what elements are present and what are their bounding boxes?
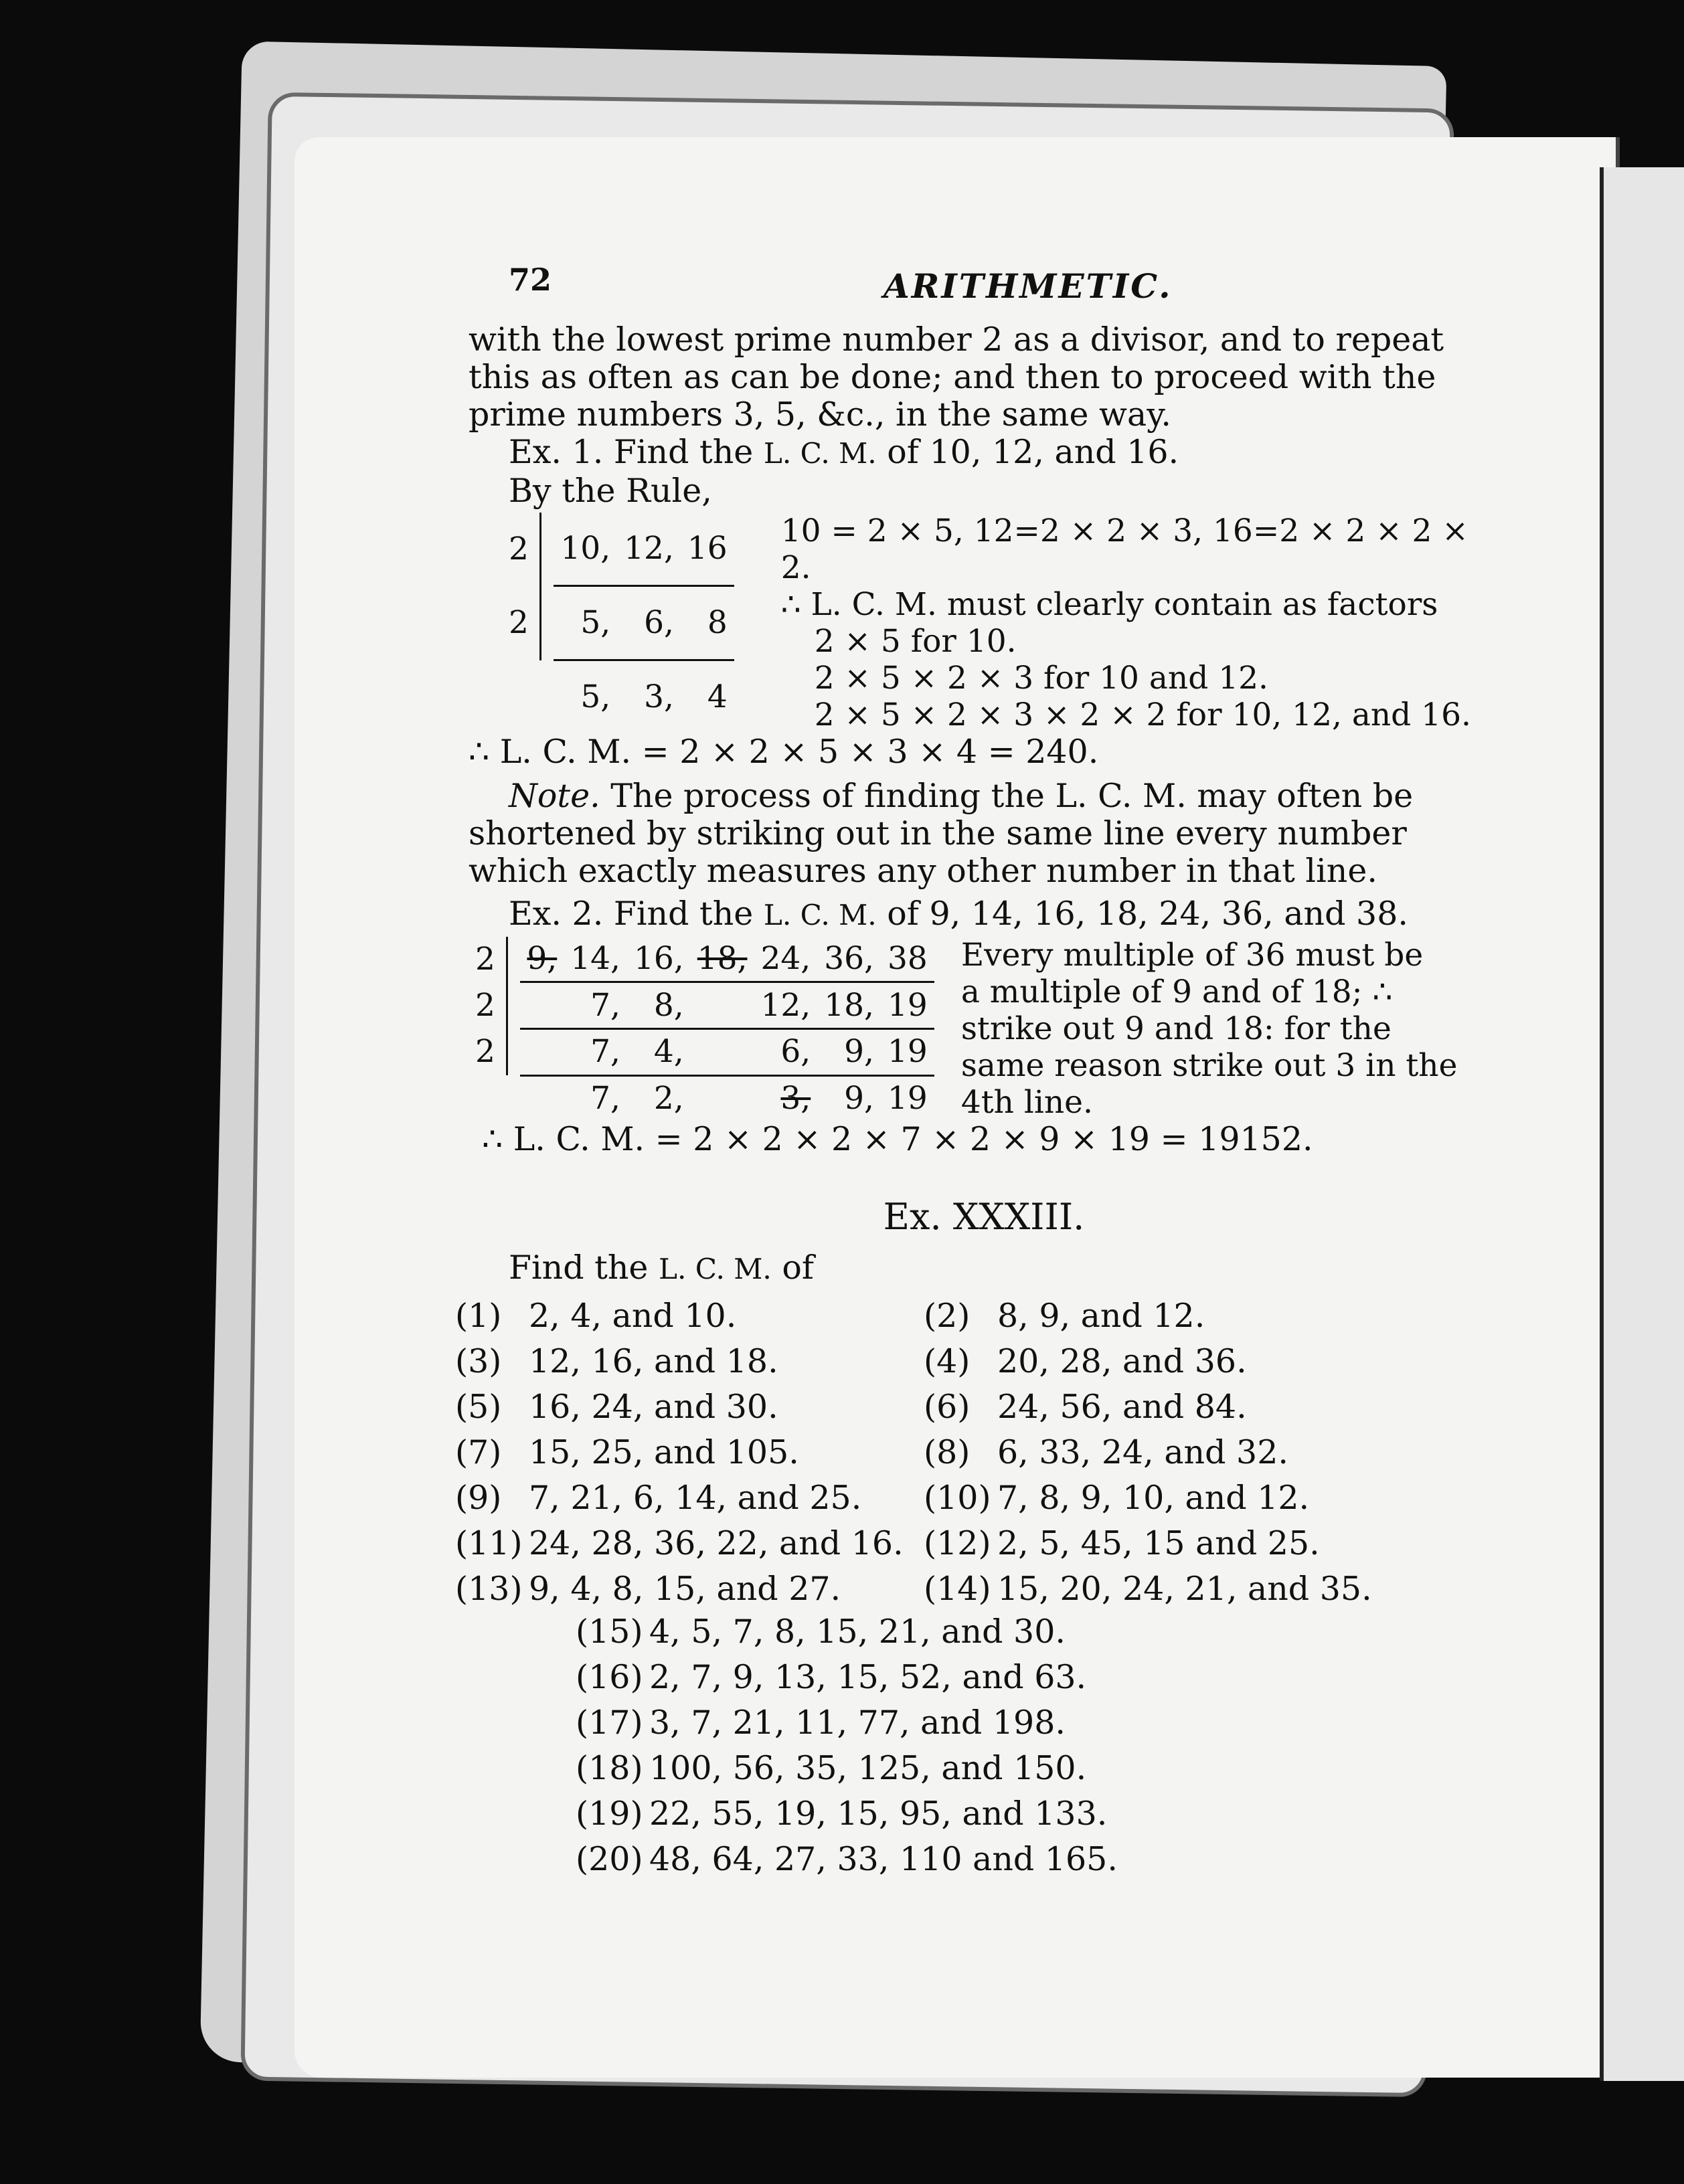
exercise-item	[455, 1297, 924, 1335]
item-text: 48, 64, 27, 33, 110 and 165.	[649, 1840, 1118, 1878]
page-number: 72	[509, 262, 552, 298]
cell	[691, 982, 754, 1029]
item-text: 3, 7, 21, 11, 77, and 198.	[649, 1704, 1066, 1742]
divisor: 2	[475, 940, 495, 978]
text-line: strike out 9 and 18: for the	[960, 1010, 1392, 1047]
cell: 7,	[564, 982, 627, 1029]
text-line: 2 × 5 for 10.	[814, 623, 1017, 660]
lcm-abbrev: L. C. M.	[763, 899, 877, 931]
cell: 3,	[644, 678, 674, 716]
note-line	[469, 778, 1499, 815]
cell: 7,	[590, 1079, 620, 1117]
item-number: (5)	[455, 1388, 502, 1426]
exercise-grid	[455, 1297, 1499, 1608]
item-text: 2, 4, and 10.	[529, 1297, 737, 1335]
text-line: 4th line.	[960, 1084, 1093, 1121]
divisor: 2	[475, 986, 495, 1024]
text-line: same reason strike out 3 in the	[960, 1047, 1458, 1084]
cell	[691, 1075, 754, 1121]
item-text: 6, 33, 24, and 32.	[997, 1433, 1288, 1471]
intro-paragraph	[469, 321, 1499, 434]
exercise-item	[455, 1479, 924, 1517]
exercise-list-single	[576, 1613, 1499, 1878]
item-number: (4)	[924, 1342, 971, 1380]
item-text: 24, 28, 36, 22, and 16.	[529, 1524, 904, 1562]
ex1-division-table	[502, 513, 734, 733]
cell	[691, 1028, 754, 1075]
cell: 4,	[627, 1028, 691, 1075]
item-text: 2, 5, 45, 15 and 25.	[997, 1524, 1320, 1562]
text-line: with the lowest prime number 2 as a divisor, and to repeat	[469, 321, 1444, 359]
item-number: (12)	[924, 1524, 991, 1562]
divisor: 2	[475, 1033, 495, 1071]
lcm-abbrev: L. C. M.	[659, 1253, 772, 1285]
cell: 5,	[580, 678, 611, 716]
ex2-explanation	[961, 937, 1458, 1121]
page-content	[455, 248, 1499, 1886]
exercise-item	[924, 1343, 1392, 1380]
text-line: The process of finding the L. C. M. may often be	[610, 777, 1414, 815]
text-line: which exactly measures any other number in that line.	[469, 852, 1377, 890]
exercise-intro-post: of	[782, 1249, 815, 1287]
exercise-item	[455, 1434, 924, 1471]
item-number: (3)	[455, 1342, 502, 1380]
cell: 19	[888, 1079, 928, 1117]
exercise-intro-pre: Find the	[509, 1249, 649, 1287]
exercise-item	[455, 1525, 924, 1562]
item-text: 7, 8, 9, 10, and 12.	[997, 1479, 1310, 1517]
ex1-title	[469, 434, 1499, 472]
ex1-explanation	[781, 513, 1499, 733]
divisor: 2	[509, 604, 529, 641]
text-line: 2 × 5 × 2 × 3 for 10 and 12.	[814, 660, 1268, 697]
cell: 8,	[627, 982, 691, 1029]
exercise-item	[455, 1570, 924, 1608]
cell: 19	[881, 1028, 934, 1075]
ex1-title-pre: Ex. 1. Find the	[509, 433, 754, 471]
exercise-item	[576, 1659, 1499, 1696]
exercise-item	[576, 1841, 1499, 1878]
ex2-title	[469, 895, 1499, 934]
item-text: 15, 25, and 105.	[529, 1433, 799, 1471]
cell	[520, 1028, 564, 1075]
cell: 38	[881, 937, 934, 982]
item-number: (17)	[576, 1704, 643, 1742]
item-number: (20)	[576, 1840, 643, 1878]
item-text: 2, 7, 9, 13, 15, 52, and 63.	[649, 1658, 1087, 1696]
cell: 14,	[564, 937, 627, 982]
exercise-item	[924, 1388, 1392, 1426]
exercise-item	[924, 1570, 1392, 1608]
cell: 9,	[520, 937, 564, 982]
cell: 5,	[554, 585, 617, 660]
cell: 16	[681, 513, 734, 585]
exercise-item	[924, 1479, 1392, 1517]
cell: 18,	[817, 982, 881, 1029]
cell: 18,	[691, 937, 754, 982]
exercise-heading: Ex. XXXIII.	[883, 1196, 1085, 1238]
lcm-abbrev: L. C. M.	[763, 437, 877, 470]
item-number: (10)	[924, 1479, 991, 1517]
text-line: prime numbers 3, 5, &c., in the same way.	[469, 395, 1171, 434]
text-line: shortened by striking out in the same line every number	[469, 814, 1407, 852]
text-line: a multiple of 9 and of 18; ∴	[960, 974, 1393, 1010]
exercise-item	[924, 1434, 1392, 1471]
exercise-item	[924, 1297, 1392, 1335]
divisor: 2	[509, 530, 529, 567]
cell: 4	[707, 678, 728, 716]
item-text: 9, 4, 8, 15, and 27.	[529, 1570, 841, 1608]
running-title: ARITHMETIC.	[883, 266, 1173, 306]
ex1-result: ∴ L. C. M. = 2 × 2 × 5 × 3 × 4 = 240.	[469, 733, 1099, 771]
exercise-item	[576, 1704, 1499, 1742]
cell: 12,	[754, 982, 818, 1029]
item-number: (9)	[455, 1479, 502, 1517]
cell: 6,	[754, 1028, 818, 1075]
exercise-intro	[469, 1249, 1499, 1288]
cell: 3,	[780, 1079, 811, 1117]
text-line: 10 = 2 × 5, 12=2 × 2 × 3, 16=2 × 2 × 2 × 2.	[780, 513, 1468, 586]
ex1-title-post: of 10, 12, and 16.	[887, 433, 1179, 471]
cell	[520, 1075, 564, 1121]
exercise-item	[924, 1525, 1392, 1562]
cell: 19	[881, 982, 934, 1029]
cell: 2,	[653, 1079, 684, 1117]
item-text: 20, 28, and 36.	[997, 1342, 1247, 1380]
item-text: 12, 16, and 18.	[529, 1342, 778, 1380]
ex2-title-pre: Ex. 2. Find the	[509, 895, 754, 933]
item-text: 7, 21, 6, 14, and 25.	[529, 1479, 862, 1517]
text-line: 2 × 5 × 2 × 3 × 2 × 2 for 10, 12, and 16.	[814, 697, 1471, 733]
text-line: this as often as can be done; and then to proceed with the	[469, 358, 1436, 396]
ex2-working	[469, 937, 1499, 1121]
divisor	[502, 660, 540, 733]
exercise-item	[576, 1795, 1499, 1833]
exercise-item	[455, 1343, 924, 1380]
page-header	[469, 248, 1499, 321]
exercise-item	[455, 1388, 924, 1426]
cell: 9,	[844, 1079, 874, 1117]
ex2-division-table	[469, 937, 934, 1121]
cell: 36,	[817, 937, 881, 982]
item-text: 16, 24, and 30.	[529, 1388, 778, 1426]
cell: 10,	[554, 513, 617, 585]
item-number: (18)	[576, 1749, 643, 1787]
item-number: (19)	[576, 1795, 643, 1833]
item-text: 15, 20, 24, 21, and 35.	[997, 1570, 1372, 1608]
divisor	[469, 1075, 507, 1121]
cell: 12,	[617, 513, 681, 585]
item-number: (14)	[924, 1570, 991, 1608]
cell: 9,	[817, 1028, 881, 1075]
ex1-working	[469, 513, 1499, 733]
cell	[520, 982, 564, 1029]
item-text: 22, 55, 19, 15, 95, and 133.	[649, 1795, 1108, 1833]
cell: 6,	[617, 585, 681, 660]
item-number: (16)	[576, 1658, 643, 1696]
cell: 24,	[754, 937, 818, 982]
item-text: 24, 56, and 84.	[997, 1388, 1247, 1426]
item-number: (7)	[455, 1433, 502, 1471]
item-number: (13)	[455, 1570, 523, 1608]
item-number: (1)	[455, 1297, 502, 1335]
note-label: Note.	[509, 777, 600, 815]
exercise-item	[576, 1613, 1499, 1651]
text-line: ∴ L. C. M. must clearly contain as factors	[780, 586, 1438, 623]
cell: 8	[681, 585, 734, 660]
item-text: 4, 5, 7, 8, 15, 21, and 30.	[649, 1613, 1066, 1651]
cell: 16,	[627, 937, 691, 982]
item-number: (2)	[924, 1297, 971, 1335]
cell: 7,	[564, 1028, 627, 1075]
exercise-item	[576, 1750, 1499, 1787]
ex2-result: ∴ L. C. M. = 2 × 2 × 2 × 7 × 2 × 9 × 19 = 19152.	[482, 1120, 1313, 1158]
facing-page-edge	[1600, 167, 1684, 2081]
item-number: (11)	[455, 1524, 523, 1562]
item-number: (15)	[576, 1613, 643, 1651]
item-number: (8)	[924, 1433, 971, 1471]
text-line: Every multiple of 36 must be	[960, 937, 1424, 974]
by-rule-label: By the Rule,	[509, 472, 712, 510]
item-number: (6)	[924, 1388, 971, 1426]
item-text: 8, 9, and 12.	[997, 1297, 1205, 1335]
note-paragraph	[469, 778, 1499, 890]
item-text: 100, 56, 35, 125, and 150.	[649, 1749, 1087, 1787]
ex2-title-post: of 9, 14, 16, 18, 24, 36, and 38.	[887, 895, 1408, 933]
